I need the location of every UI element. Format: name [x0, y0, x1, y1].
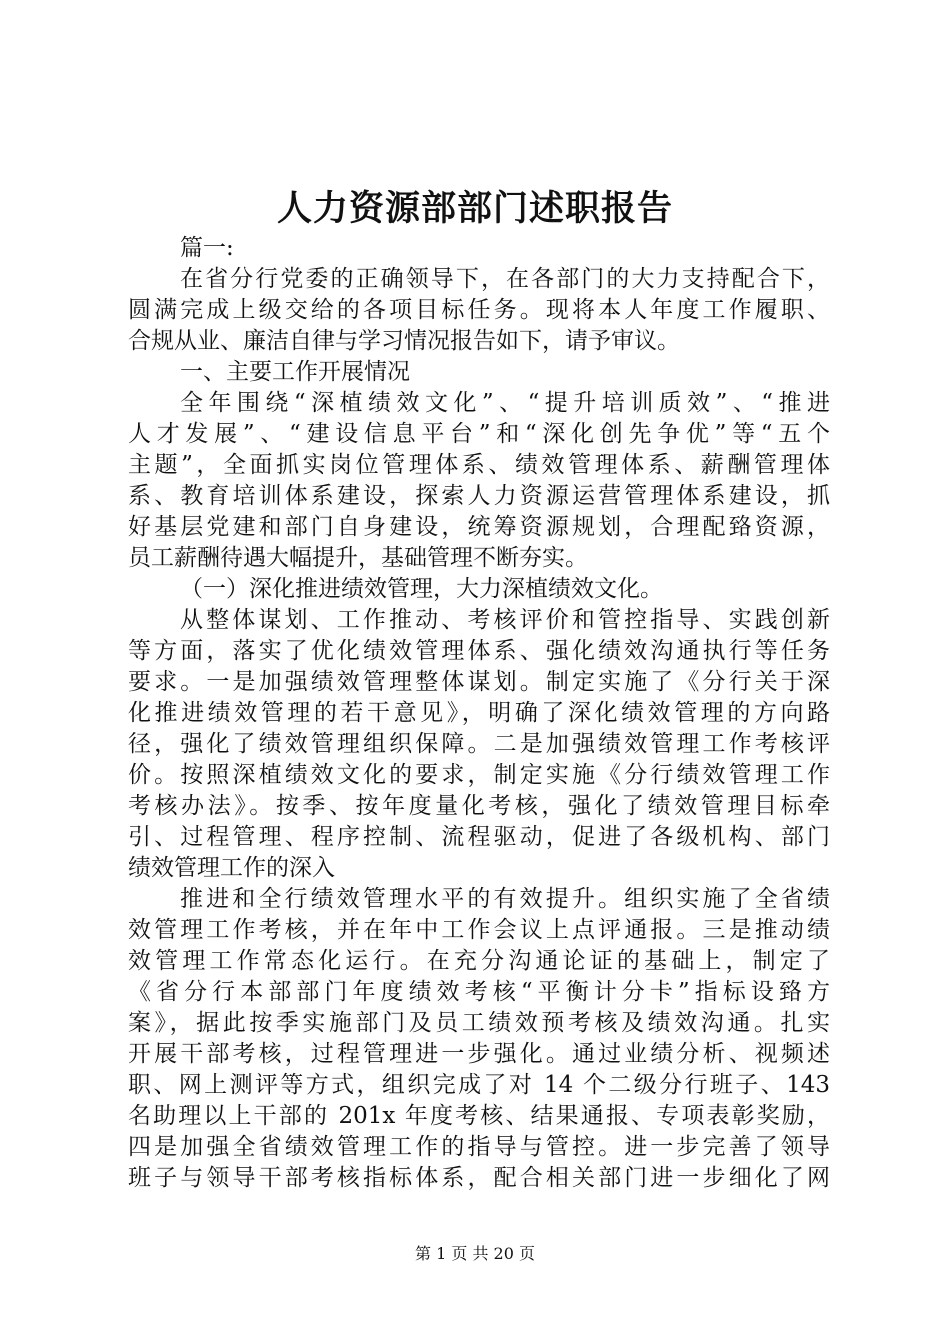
body-line: 考核办法》。按季、按年度量化考核，强化了绩效管理目标牵 — [128, 793, 830, 819]
body-line: 《省分行本部部门年度绩效考核“平衡计分卡”指标设臵方 — [128, 979, 830, 1005]
body-line: 四是加强全省绩效管理工作的指导与管控。进一步完善了领导 — [128, 1134, 830, 1160]
body-line: 一、主要工作开展情况 — [180, 359, 410, 385]
body-line: 开展干部考核，过程管理进一步强化。通过业绩分析、视频述 — [128, 1041, 830, 1067]
body-line: 系、教育培训体系建设，探索人力资源运营管理体系建设，抓 — [128, 483, 830, 509]
body-line: 绩效管理工作的深入 — [128, 855, 335, 881]
document-body — [128, 233, 830, 1194]
body-line: 人才发展”、“建设信息平台”和“深化创先争优”等“五个 — [128, 421, 830, 447]
body-line: 职、网上测评等方式，组织完成了对 14 个二级分行班子、143 — [128, 1072, 830, 1098]
body-line: 价。按照深植绩效文化的要求，制定实施《分行绩效管理工作 — [128, 762, 830, 788]
body-line: 从整体谋划、工作推动、考核评价和管控指导、实践创新 — [180, 607, 830, 633]
body-line: 在省分行党委的正确领导下，在各部门的大力支持配合下， — [180, 266, 830, 292]
body-line: 班子与领导干部考核指标体系，配合相关部门进一步细化了网 — [128, 1165, 830, 1191]
body-line: （一）深化推进绩效管理，大力深植绩效文化。 — [180, 576, 663, 602]
body-line: 员工薪酬待遇大幅提升，基础管理不断夯实。 — [128, 545, 588, 571]
body-line: 等方面，落实了优化绩效管理体系、强化绩效沟通执行等任务 — [128, 638, 830, 664]
body-line: 要求。一是加强绩效管理整体谋划。制定实施了《分行关于深 — [128, 669, 830, 695]
body-line: 推进和全行绩效管理水平的有效提升。组织实施了全省绩 — [180, 886, 830, 912]
document-title: 人力资源部部门述职报告 — [276, 188, 673, 229]
body-line: 化推进绩效管理的若干意见》，明确了深化绩效管理的方向路 — [128, 700, 830, 726]
body-line: 引、过程管理、程序控制、流程驱动，促进了各级机构、部门 — [128, 824, 830, 850]
body-line: 篇一: — [180, 235, 234, 261]
body-line: 效管理工作常态化运行。在充分沟通论证的基础上，制定了 — [128, 948, 830, 974]
body-line: 合规从业、廉洁自律与学习情况报告如下，请予审议。 — [128, 328, 680, 354]
body-line: 好基层党建和部门自身建设，统筹资源规划，合理配臵资源， — [128, 514, 830, 540]
body-line: 圆满完成上级交给的各项目标任务。现将本人年度工作履职、 — [128, 297, 830, 323]
body-line: 案》，据此按季实施部门及员工绩效预考核及绩效沟通。扎实 — [128, 1010, 830, 1036]
page-footer: 第 1 页 共 20 页 — [415, 1244, 535, 1263]
body-line: 效管理工作考核，并在年中工作会议上点评通报。三是推动绩 — [128, 917, 830, 943]
body-line: 全年围绕“深植绩效文化”、“提升培训质效”、“推进 — [180, 390, 830, 416]
body-line: 主题”，全面抓实岗位管理体系、绩效管理体系、薪酬管理体 — [128, 452, 830, 478]
body-line: 径，强化了绩效管理组织保障。二是加强绩效管理工作考核评 — [128, 731, 830, 757]
body-line: 名助理以上干部的 201x 年度考核、结果通报、专项表彰奖励， — [128, 1103, 830, 1129]
